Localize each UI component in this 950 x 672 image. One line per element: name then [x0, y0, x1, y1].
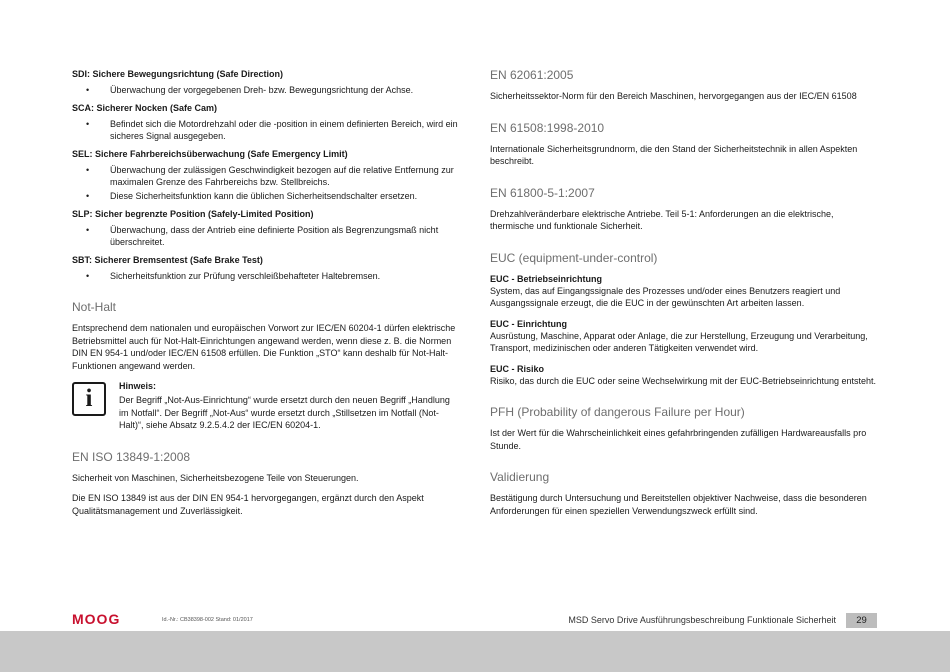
- euc-text: System, das auf Eingangssignale des Prozesses und/oder eines Benutzers reagiert und Ausgangssignale erzeugt, die die EUC in der gewünschten Art arbeiten lassen.: [490, 285, 841, 308]
- right-column: [490, 68, 880, 525]
- heading-en-iso-13849: EN ISO 13849-1:2008: [72, 449, 191, 464]
- validierung-text: Bestätigung durch Untersuchung und Bereitstellen objektiver Nachweise, dass die besonderen Anforderungen für einen speziellen Verwendungszweck erfüllt sind.: [490, 493, 867, 516]
- list-item: • Überwachung der zulässigen Geschwindigkeit bezogen auf die relative Entfernung zur maximalen Grenze des Fahrbereichs bzw. Stellbreichs.: [110, 164, 460, 188]
- heading-en-61508: EN 61508:1998-2010: [490, 120, 605, 135]
- list-item: • Sicherheitsfunktion zur Prüfung verschleißbehafteter Haltebremsen.: [110, 270, 460, 282]
- sel-list: [72, 164, 460, 202]
- note-title: Hinweis:: [119, 381, 157, 391]
- term-slp: SLP: Sicher begrenzte Position (Safely-Limited Position): [72, 209, 314, 219]
- sbt-list: [72, 270, 460, 282]
- left-column: [72, 68, 460, 525]
- en61508-text: Internationale Sicherheitsgrundnorm, die den Stand der Sicherheitstechnik in allen Aspekten beschreibt.: [490, 143, 858, 166]
- term-sel: SEL: Sichere Fahrbereichsüberwachung (Safe Emergency Limit): [72, 149, 348, 159]
- heading-validierung: Validierung: [490, 470, 550, 484]
- slp-list: [72, 224, 460, 248]
- euc-term: EUC - Betriebseinrichtung: [490, 273, 603, 284]
- bottom-band: [0, 631, 950, 672]
- euc-term: EUC - Einrichtung: [490, 318, 567, 329]
- page-number: 29: [846, 613, 877, 628]
- footer-title: MSD Servo Drive Ausführungsbeschreibung Funktionale Sicherheit: [568, 615, 836, 625]
- en62061-text: Sicherheitssektor-Norm für den Bereich Maschinen, hervorgegangen aus der IEC/EN 61508: [490, 91, 857, 101]
- heading-euc: EUC (equipment-under-control): [490, 250, 658, 265]
- heading-pfh: PFH (Probability of dangerous Failure per Hour): [490, 405, 745, 419]
- sdi-list: [72, 84, 460, 96]
- iso13849-text-1: Sicherheit von Maschinen, Sicherheitsbezogene Teile von Steuerungen.: [72, 472, 359, 483]
- list-item: • Diese Sicherheitsfunktion kann die üblichen Sicherheitsendschalter ersetzen.: [110, 190, 460, 202]
- euc-text: Ausrüstung, Maschine, Apparat oder Anlage, die zur Herstellung, Erzeugung und Verarbeitung, Transport, medizinischen oder anderen Tätigkeiten verwendet wird.: [490, 330, 868, 353]
- list-item: • Überwachung, dass der Antrieb eine definierte Position als Begrenzungsmaß nicht überschreitet.: [110, 224, 460, 248]
- term-sca: SCA: Sicherer Nocken (Safe Cam): [72, 103, 218, 113]
- iso13849-text-2: Die EN ISO 13849 ist aus der DIN EN 954-1 hervorgegangen, ergänzt durch den Aspekt Qualitätsmanagement und Zuverlässigkeit.: [72, 493, 424, 516]
- list-item: • Befindet sich die Motordrehzahl oder die -position in einem definierten Bereich, wird ein sicheres Signal ausgegeben.: [110, 118, 460, 142]
- list-item: • Überwachung der vorgegebenen Dreh- bzw. Bewegungsrichtung der Achse.: [110, 84, 460, 96]
- not-halt-text: Entsprechend dem nationalen und europäischen Vorwort zur IEC/EN 60204-1 dürfen elektrische Betriebsmittel auch für Not-Halt-Einrichtungen angewand werden, wenn diese z. B. die Normen DIN EN 954-1 und/oder IEC/EN 61508 erfüllen. Die Funktion „STO“ kann deshalb für Not-Halt-Funktionen angewand werden.: [72, 323, 456, 371]
- term-sbt: SBT: Sicherer Bremsentest (Safe Brake Test): [72, 255, 263, 265]
- heading-en-61800: EN 61800-5-1:2007: [490, 185, 595, 200]
- euc-text: Risiko, das durch die EUC oder seine Wechselwirkung mit der EUC-Betriebseinrichtung entsteht.: [490, 375, 877, 386]
- moog-logo: MOOG: [72, 611, 121, 627]
- document-id: Id.-Nr.: CB38398-002 Stand: 01/2017: [162, 617, 253, 623]
- note-box: [72, 380, 460, 432]
- note-body: [119, 380, 460, 432]
- sca-list: [72, 118, 460, 142]
- heading-en-62061: EN 62061:2005: [490, 68, 574, 82]
- pfh-text: Ist der Wert für die Wahrscheinlichkeit eines gefahrbringenden zufälligen Hardwareausfalls pro Stunde.: [490, 428, 867, 451]
- en61800-text: Drehzahlveränderbare elektrische Antriebe. Teil 5-1: Anforderungen an die elektrische, thermische und funktionale Sicherheit.: [490, 208, 834, 231]
- info-icon: i: [72, 382, 106, 416]
- note-text: Der Begriff „Not-Aus-Einrichtung“ wurde ersetzt durch den neuen Begriff „Handlung im Notfall“. Der Begriff „Not-Aus“ wurde ersetzt durch „Stillsetzen im Notfall (Not-Halt)“, siehe Absatz 9.2.5.4.2 der IEC/EN 60204-1.: [119, 395, 450, 430]
- euc-term: EUC - Risiko: [490, 363, 545, 374]
- heading-not-halt: Not-Halt: [72, 300, 117, 314]
- term-sdi: SDI: Sichere Bewegungsrichtung (Safe Direction): [72, 69, 284, 79]
